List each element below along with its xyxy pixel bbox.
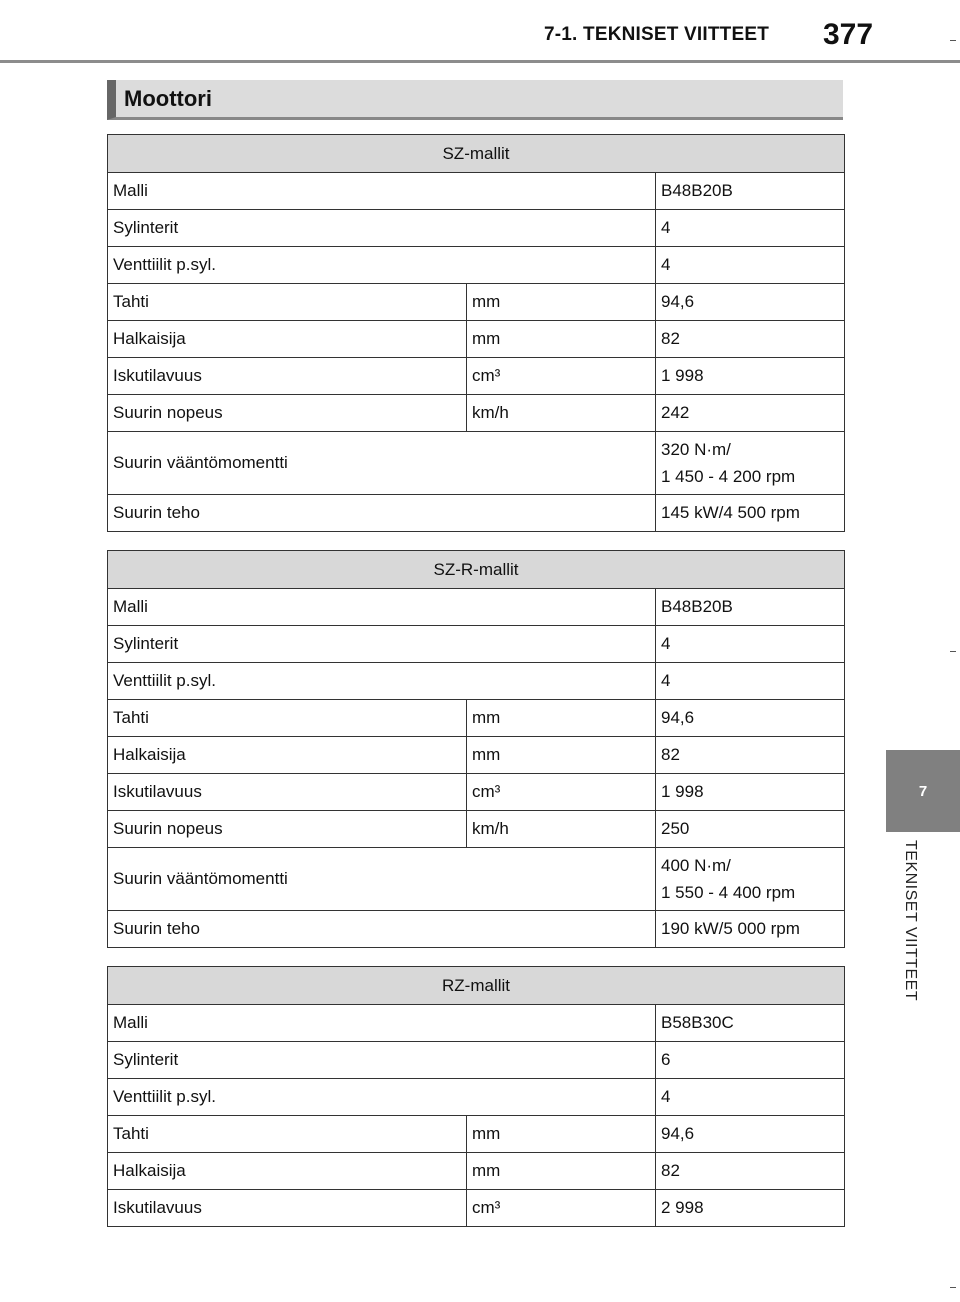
row-unit: mm: [467, 700, 656, 737]
row-value: 94,6: [656, 284, 845, 321]
row-value: B58B30C: [656, 1005, 845, 1042]
table-row: [108, 1042, 845, 1079]
row-label: Suurin vääntömomentti: [108, 848, 656, 911]
row-value: 4: [656, 210, 845, 247]
table-row: [108, 626, 845, 663]
table-row: [108, 589, 845, 626]
row-value: 4: [656, 626, 845, 663]
torque-value: 400 N·m/: [661, 855, 731, 875]
table-row: [108, 1153, 845, 1190]
table-row: [108, 737, 845, 774]
torque-rpm: 1 550 - 4 400 rpm: [661, 882, 796, 902]
margin-tick: [950, 40, 956, 41]
row-label: Venttiilit p.syl.: [108, 247, 656, 284]
chapter-number: 7: [918, 782, 928, 800]
table-row: [108, 284, 845, 321]
table-row: [108, 663, 845, 700]
table-row: [108, 495, 845, 532]
row-unit: mm: [467, 737, 656, 774]
table-title: SZ-R-mallit: [108, 551, 845, 589]
margin-tick: [950, 1287, 956, 1288]
row-unit: mm: [467, 321, 656, 358]
row-label: Tahti: [108, 284, 467, 321]
row-label: Sylinterit: [108, 626, 656, 663]
row-value: B48B20B: [656, 173, 845, 210]
page-number: 377: [823, 18, 874, 51]
row-value: 145 kW/4 500 rpm: [656, 495, 845, 532]
row-value: 250: [656, 811, 845, 848]
row-label: Iskutilavuus: [108, 1190, 467, 1227]
row-value: 6: [656, 1042, 845, 1079]
row-value: 190 kW/5 000 rpm: [656, 911, 845, 948]
row-unit: mm: [467, 1153, 656, 1190]
row-value: 94,6: [656, 1116, 845, 1153]
chapter-tab: [886, 750, 960, 832]
row-label: Malli: [108, 173, 656, 210]
row-value: 4: [656, 1079, 845, 1116]
row-value: 1 998: [656, 774, 845, 811]
row-label: Suurin teho: [108, 911, 656, 948]
row-unit: mm: [467, 1116, 656, 1153]
torque-rpm: 1 450 - 4 200 rpm: [661, 466, 796, 486]
row-unit: cm³: [467, 358, 656, 395]
row-label: Venttiilit p.syl.: [108, 663, 656, 700]
chapter-label: TEKNISET VIITTEET: [902, 840, 919, 1002]
table-row: [108, 811, 845, 848]
spec-table-rz: [107, 966, 845, 1227]
table-row: [108, 432, 845, 495]
row-value: 82: [656, 737, 845, 774]
row-label: Halkaisija: [108, 321, 467, 358]
table-row: [108, 1005, 845, 1042]
row-value: 2 998: [656, 1190, 845, 1227]
table-row: [108, 395, 845, 432]
row-label: Tahti: [108, 700, 467, 737]
table-row: [108, 911, 845, 948]
spec-table-sz-r: [107, 550, 845, 948]
section-title: 7-1. TEKNISET VIITTEET: [544, 24, 770, 45]
torque-value: 320 N·m/: [661, 439, 731, 459]
table-row: [108, 1116, 845, 1153]
row-value: 4: [656, 247, 845, 284]
row-label: Iskutilavuus: [108, 774, 467, 811]
row-label: Tahti: [108, 1116, 467, 1153]
section-heading-text: Moottori: [124, 86, 212, 111]
row-value: 4: [656, 663, 845, 700]
row-label: Iskutilavuus: [108, 358, 467, 395]
spec-table-sz: [107, 134, 845, 532]
table-row: [108, 1079, 845, 1116]
row-value: 82: [656, 1153, 845, 1190]
row-unit: mm: [467, 284, 656, 321]
row-value: 82: [656, 321, 845, 358]
row-unit: cm³: [467, 774, 656, 811]
table-row: [108, 321, 845, 358]
table-row: [108, 1190, 845, 1227]
row-value: B48B20B: [656, 589, 845, 626]
row-value: 1 998: [656, 358, 845, 395]
row-label: Venttiilit p.syl.: [108, 1079, 656, 1116]
section-heading: [107, 80, 843, 120]
table-title: RZ-mallit: [108, 967, 845, 1005]
row-label: Suurin vääntömomentti: [108, 432, 656, 495]
row-label: Halkaisija: [108, 1153, 467, 1190]
header-divider: [0, 60, 960, 63]
row-unit: km/h: [467, 811, 656, 848]
row-label: Malli: [108, 589, 656, 626]
table-title: SZ-mallit: [108, 135, 845, 173]
row-value: [656, 848, 845, 911]
row-label: Sylinterit: [108, 210, 656, 247]
row-value: 242: [656, 395, 845, 432]
table-row: [108, 774, 845, 811]
table-row: [108, 210, 845, 247]
row-unit: km/h: [467, 395, 656, 432]
margin-tick: [950, 651, 956, 652]
row-value: 94,6: [656, 700, 845, 737]
row-label: Halkaisija: [108, 737, 467, 774]
table-row: [108, 848, 845, 911]
row-unit: cm³: [467, 1190, 656, 1227]
row-label: Suurin nopeus: [108, 811, 467, 848]
row-label: Malli: [108, 1005, 656, 1042]
row-label: Suurin teho: [108, 495, 656, 532]
table-row: [108, 358, 845, 395]
table-row: [108, 700, 845, 737]
row-value: [656, 432, 845, 495]
row-label: Suurin nopeus: [108, 395, 467, 432]
row-label: Sylinterit: [108, 1042, 656, 1079]
table-row: [108, 247, 845, 284]
table-row: [108, 173, 845, 210]
